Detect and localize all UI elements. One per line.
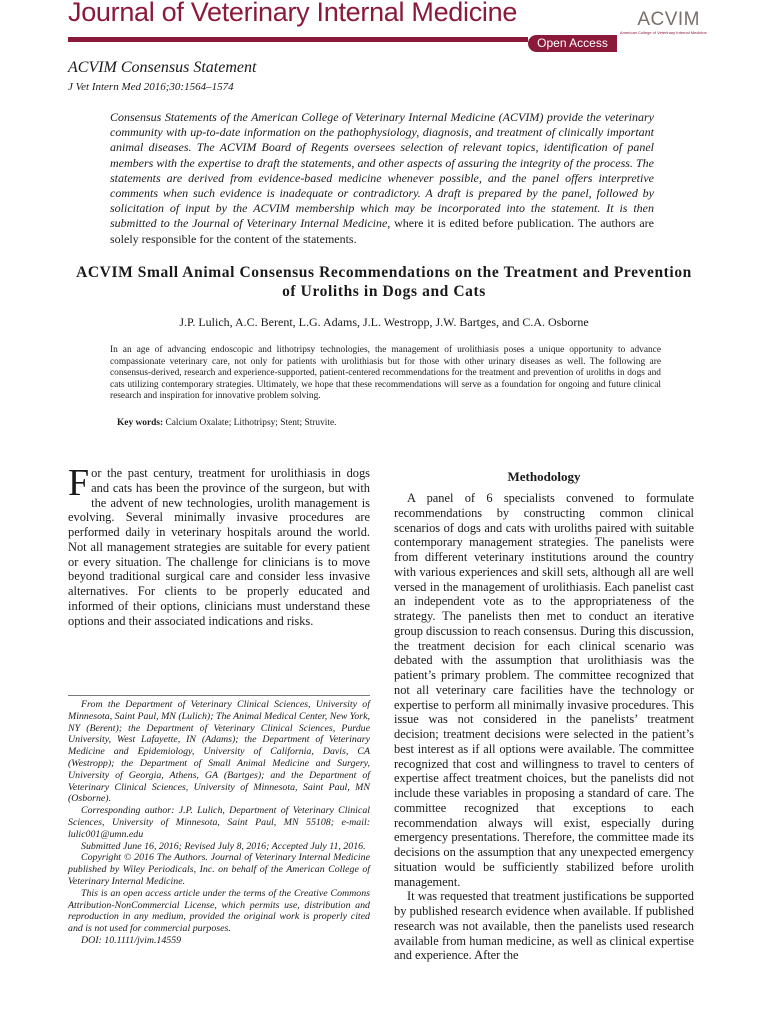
footnotes [68,695,370,947]
footnote-corresponding-author: Corresponding author: J.P. Lulich, Department of Veterinary Clinical Sciences, University of Minnesota, Saint Paul, MN 55108; e-mail: lulic001@umn.edu [68,805,370,840]
footnote-doi: DOI: 10.1111/jvim.14559 [81,934,182,946]
article-type: ACVIM Consensus Statement [68,59,257,76]
acvim-logo [620,9,707,38]
keywords-label: Key words: [117,418,164,428]
footnote-copyright: Copyright © 2016 The Authors. Journal of Veterinary Internal Medicine published by Wiley Periodicals, Inc. on behalf of the American College of Veterinary Internal Medicine. [68,852,370,887]
intro-paragraph [68,462,370,628]
author-list: J.P. Lulich, A.C. Berent, L.G. Adams, J.L. Westropp, J.W. Bartges, and C.A. Osborne [179,315,589,329]
intro-text: or the past century, treatment for urolithiasis in dogs and cats has been the province of the surgeon, but with the advent of new technologies, urolith management is evolving. Several minimally invasive procedures are performed daily in veterinary hospitals around the world. Not all management strategies are suitable for every patient or every situation. The challenge for clinicians is to move beyond traditional surgical care and consider less invasive alternatives. For clients to be properly educated and informed of their options, clinicians must understand these options and their associated indications and risks. [68,466,370,628]
footnote-dates: Submitted June 16, 2016; Revised July 8, 2016; Accepted July 11, 2016. [81,840,366,852]
article-title: ACVIM Small Animal Consensus Recommendations on the Treatment and Prevention of Uroliths in Dogs and Cats [76,264,692,300]
methodology-paragraph: It was requested that treatment justifications be supported by published research evidence when available. If published research was not available, then the panelists used research available from human medicine, as well as clinical expertise and experience. After the [394,889,694,963]
citation: J Vet Intern Med 2016;30:1564–1574 [68,81,234,93]
methodology-section [394,469,694,963]
preamble-plain: where it is edited before publication. The authors are solely responsible for the content of the statements. [110,216,654,246]
preamble-italic: Consensus Statements of the American College of Veterinary Internal Medicine (ACVIM) provide the veterinary community with up-to-date information on the pathophysiology, diagnosis, and treatment of clinically important animal diseases. The ACVIM Board of Regents oversees selection of relevant topics, identification of panel members with the expertise to draft the statements, and other aspects of assuring the integrity of the process. The statements are derived from evidence-based medicine whenever possible, and the panel offers interpretive comments when such evidence is inadequate or contradictory. A draft is prepared by the panel, followed by solicitation of input by the ACVIM membership which may be incorporated into the statement. It is then submitted to the Journal of Veterinary Internal Medicine, [110,110,654,231]
journal-title: Journal of Veterinary Internal Medicine [68,0,518,27]
open-access-badge: Open Access [528,35,617,52]
logo-wordmark: ACVIM [637,9,700,30]
keywords [117,418,657,428]
methodology-paragraph: A panel of 6 specialists convened to formulate recommendations by constructing common clinical scenarios of dogs and cats with uroliths paired with suitable contemporary management strategies. The panelists were from different veterinary institutions around the country with various experiences and skill sets, although all are well versed in the management of urolithiasis. Each panelist cast an independent vote as to the appropriateness of the strategy. The panelists then met to conduct an iterative group discussion to reach consensus. During this discussion, the treatment decision for each clinical scenario was debated with the assumption that urolithiasis was the patient’s primary problem. The committee recognized that not all veterinary care facilities have the technology or expertise to perform all minimally invasive procedures. This issue was not considered in the panelists’ treatment decision; treatment decisions were selected in the patient’s best interest as if all options were available. The committee recognized that cost and willingness to travel to centers of expertise affect treatment choices, but the panelists did not include these variables in proposing a standard of care. The committee recognized that exceptions to each recommendation always will exist, especially during emergency presentations. Therefore, the committee made its decisions on the assumption that any unexpected emergency situation would be sufficiently stabilized before urolith management. [394,491,694,889]
footnote-affiliations: From the Department of Veterinary Clinical Sciences, University of Minnesota, Saint Paul, MN (Lulich); The Animal Medical Center, New York, NY (Berent); the Department of Veterinary Clinical Sciences, Purdue University, West Lafayette, IN (Adams); the Department of Veterinary Medicine and Epidemiology, University of California, Davis, CA (Westropp); the Department of Small Animal Medicine and Surgery, University of Georgia, Athens, GA (Bartges); and the Department of Veterinary Clinical Sciences, University of Minnesota, Saint Paul, MN (Osborne). [68,699,370,805]
drop-cap: F [68,462,90,504]
keywords-list: Calcium Oxalate; Lithotripsy; Stent; Struvite. [163,418,337,428]
abstract: In an age of advancing endoscopic and lithotripsy technologies, the management of urolithiasis poses a unique opportunity to advance compassionate veterinary care, not only for patients with urolithiasis but for those with other urinary diseases as well. The following are consensus-derived, research and experience-supported, patient-centered recommendations for the treatment and prevention of uroliths in dogs and cats utilizing contemporary strategies. Ultimately, we hope that these recommendations will serve as a foundation for ongoing and future clinical research and inspiration for innovative problem solving. [110,345,661,402]
header-rule [68,37,528,42]
footnote-license: This is an open access article under the terms of the Creative Commons Attribution-NonCommercial License, which permits use, distribution and reproduction in any medium, provided the original work is properly cited and is not used for commercial purposes. [68,887,370,935]
consensus-preamble [110,110,654,247]
logo-tagline: American College of Veterinary Internal Medicine [620,30,707,35]
methodology-heading: Methodology [507,469,581,484]
